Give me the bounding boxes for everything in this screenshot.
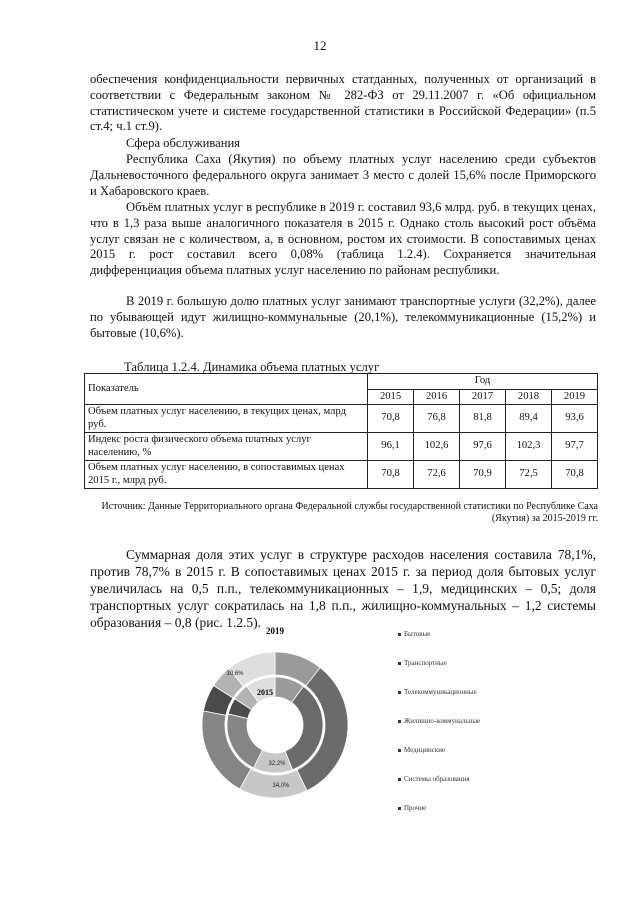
year-header: 2016	[414, 389, 460, 405]
cell-value: 70,8	[368, 461, 414, 489]
row-label: Объем платных услуг населению, в сопоставимых ценах 2015 г., млрд руб.	[85, 461, 368, 489]
table-row	[85, 433, 598, 461]
year-header: 2015	[368, 389, 414, 405]
year-header: 2019	[552, 389, 598, 405]
section-heading: Сфера обслуживания	[126, 136, 240, 150]
table-source-note: Источник: Данные Территориального органа Федеральной службы государственной статистики по Республике Саха (Якутия) за 2015-2019 гг.	[101, 501, 598, 524]
cell-value: 72,6	[414, 461, 460, 489]
page-number: 12	[313, 38, 327, 53]
legend-item: Системы образования	[398, 775, 518, 783]
cell-value: 97,7	[552, 433, 598, 461]
paragraph-confidentiality: обеспечения конфиденциальности первичных статданных, полученных от организаций в соответствии с Федеральным законом № 282-ФЗ от 29.11.2007 г. «Об официальном статистическом учете и системе государственной статистики в Российской Федерации» (п.5 ст.4; ч.1 ст.9).	[90, 72, 596, 134]
paragraph-ranking: Республика Саха (Якутия) по объему платных услуг населению среди субъектов Дальневосточного федерального округа занимает 3 место с долей 15,6% после Приморского и Хабаровского краев.	[90, 152, 596, 198]
legend-marker-icon	[398, 749, 401, 752]
chart-legend	[398, 630, 518, 833]
cell-value: 70,8	[552, 461, 598, 489]
chart-data-label: 32,2%	[268, 761, 286, 767]
legend-marker-icon	[398, 633, 401, 636]
cell-value: 81,8	[460, 405, 506, 433]
cell-value: 89,4	[506, 405, 552, 433]
legend-item: Прочие	[398, 804, 518, 812]
paragraph-shares: В 2019 г. большую долю платных услуг занимают транспортные услуги (32,2%), далее по убывающей идут жилищно-коммунальные (20,1%), телекоммуникационные (15,2%) и бытовые (10,6%).	[90, 294, 596, 340]
paragraph-structure: Суммарная доля этих услуг в структуре расходов населения составила 78,1%, против 78,7% в 2015 г. В сопоставимых ценах 2015 г. за период доля бытовых услуг увеличилась на 0,5 п.п., телекоммуникационных – 1,9, медицинских – 0,5; доля транспортных услуг сократилась на 1,8 п.п., жилищно-коммунальных – 1,2 системы образования – 0,8 (рис. 1.2.5).	[90, 547, 596, 630]
services-table	[84, 373, 598, 489]
legend-marker-icon	[398, 778, 401, 781]
row-label: Объем платных услуг населению, в текущих ценах, млрд руб.	[85, 405, 368, 433]
table-header-indicator: Показатель	[85, 374, 368, 405]
legend-item: Транспортные	[398, 659, 518, 667]
cell-value: 76,8	[414, 405, 460, 433]
legend-marker-icon	[398, 807, 401, 810]
table-row	[85, 461, 598, 489]
donut-chart-svg	[190, 625, 360, 800]
cell-value: 93,6	[552, 405, 598, 433]
row-label: Индекс роста физического объема платных услуг населению, %	[85, 433, 368, 461]
legend-item: Телекоммуникационные	[398, 688, 518, 696]
paragraph-volume: Объём платных услуг в республике в 2019 г. составил 93,6 млрд. руб. в текущих ценах, что в 1,3 раза выше аналогичного показателя в 2015 г. Однако столь высокий рост объёма услуг связан не с количеством, а, в основном, ростом их стоимости. В сопоставимых ценах 2015 г. рост составил всего 0,08% (таблица 1.2.4). Сохраняется значительная дифференциация объема платных услуг населению по районам республики.	[90, 200, 596, 278]
legend-marker-icon	[398, 662, 401, 665]
chart-title: 2019	[266, 626, 284, 636]
legend-marker-icon	[398, 720, 401, 723]
chart-data-label: 34,0%	[272, 783, 290, 789]
legend-item: Жилищно-коммунальные	[398, 717, 518, 725]
cell-value: 72,5	[506, 461, 552, 489]
table-header-year: Год	[368, 374, 598, 390]
cell-value: 70,9	[460, 461, 506, 489]
chart-inner-label: 2015	[257, 688, 273, 697]
year-header: 2017	[460, 389, 506, 405]
cell-value: 102,3	[506, 433, 552, 461]
legend-marker-icon	[398, 691, 401, 694]
table-row	[85, 405, 598, 433]
chart-data-label: 10,6%	[226, 671, 244, 677]
legend-item: Бытовые	[398, 630, 518, 638]
cell-value: 96,1	[368, 433, 414, 461]
year-header: 2018	[506, 389, 552, 405]
cell-value: 70,8	[368, 405, 414, 433]
cell-value: 97,6	[460, 433, 506, 461]
table-caption: Таблица 1.2.4. Динамика объема платных услуг	[124, 360, 380, 374]
donut-chart	[190, 625, 360, 800]
legend-item: Медицинские	[398, 746, 518, 754]
cell-value: 102,6	[414, 433, 460, 461]
